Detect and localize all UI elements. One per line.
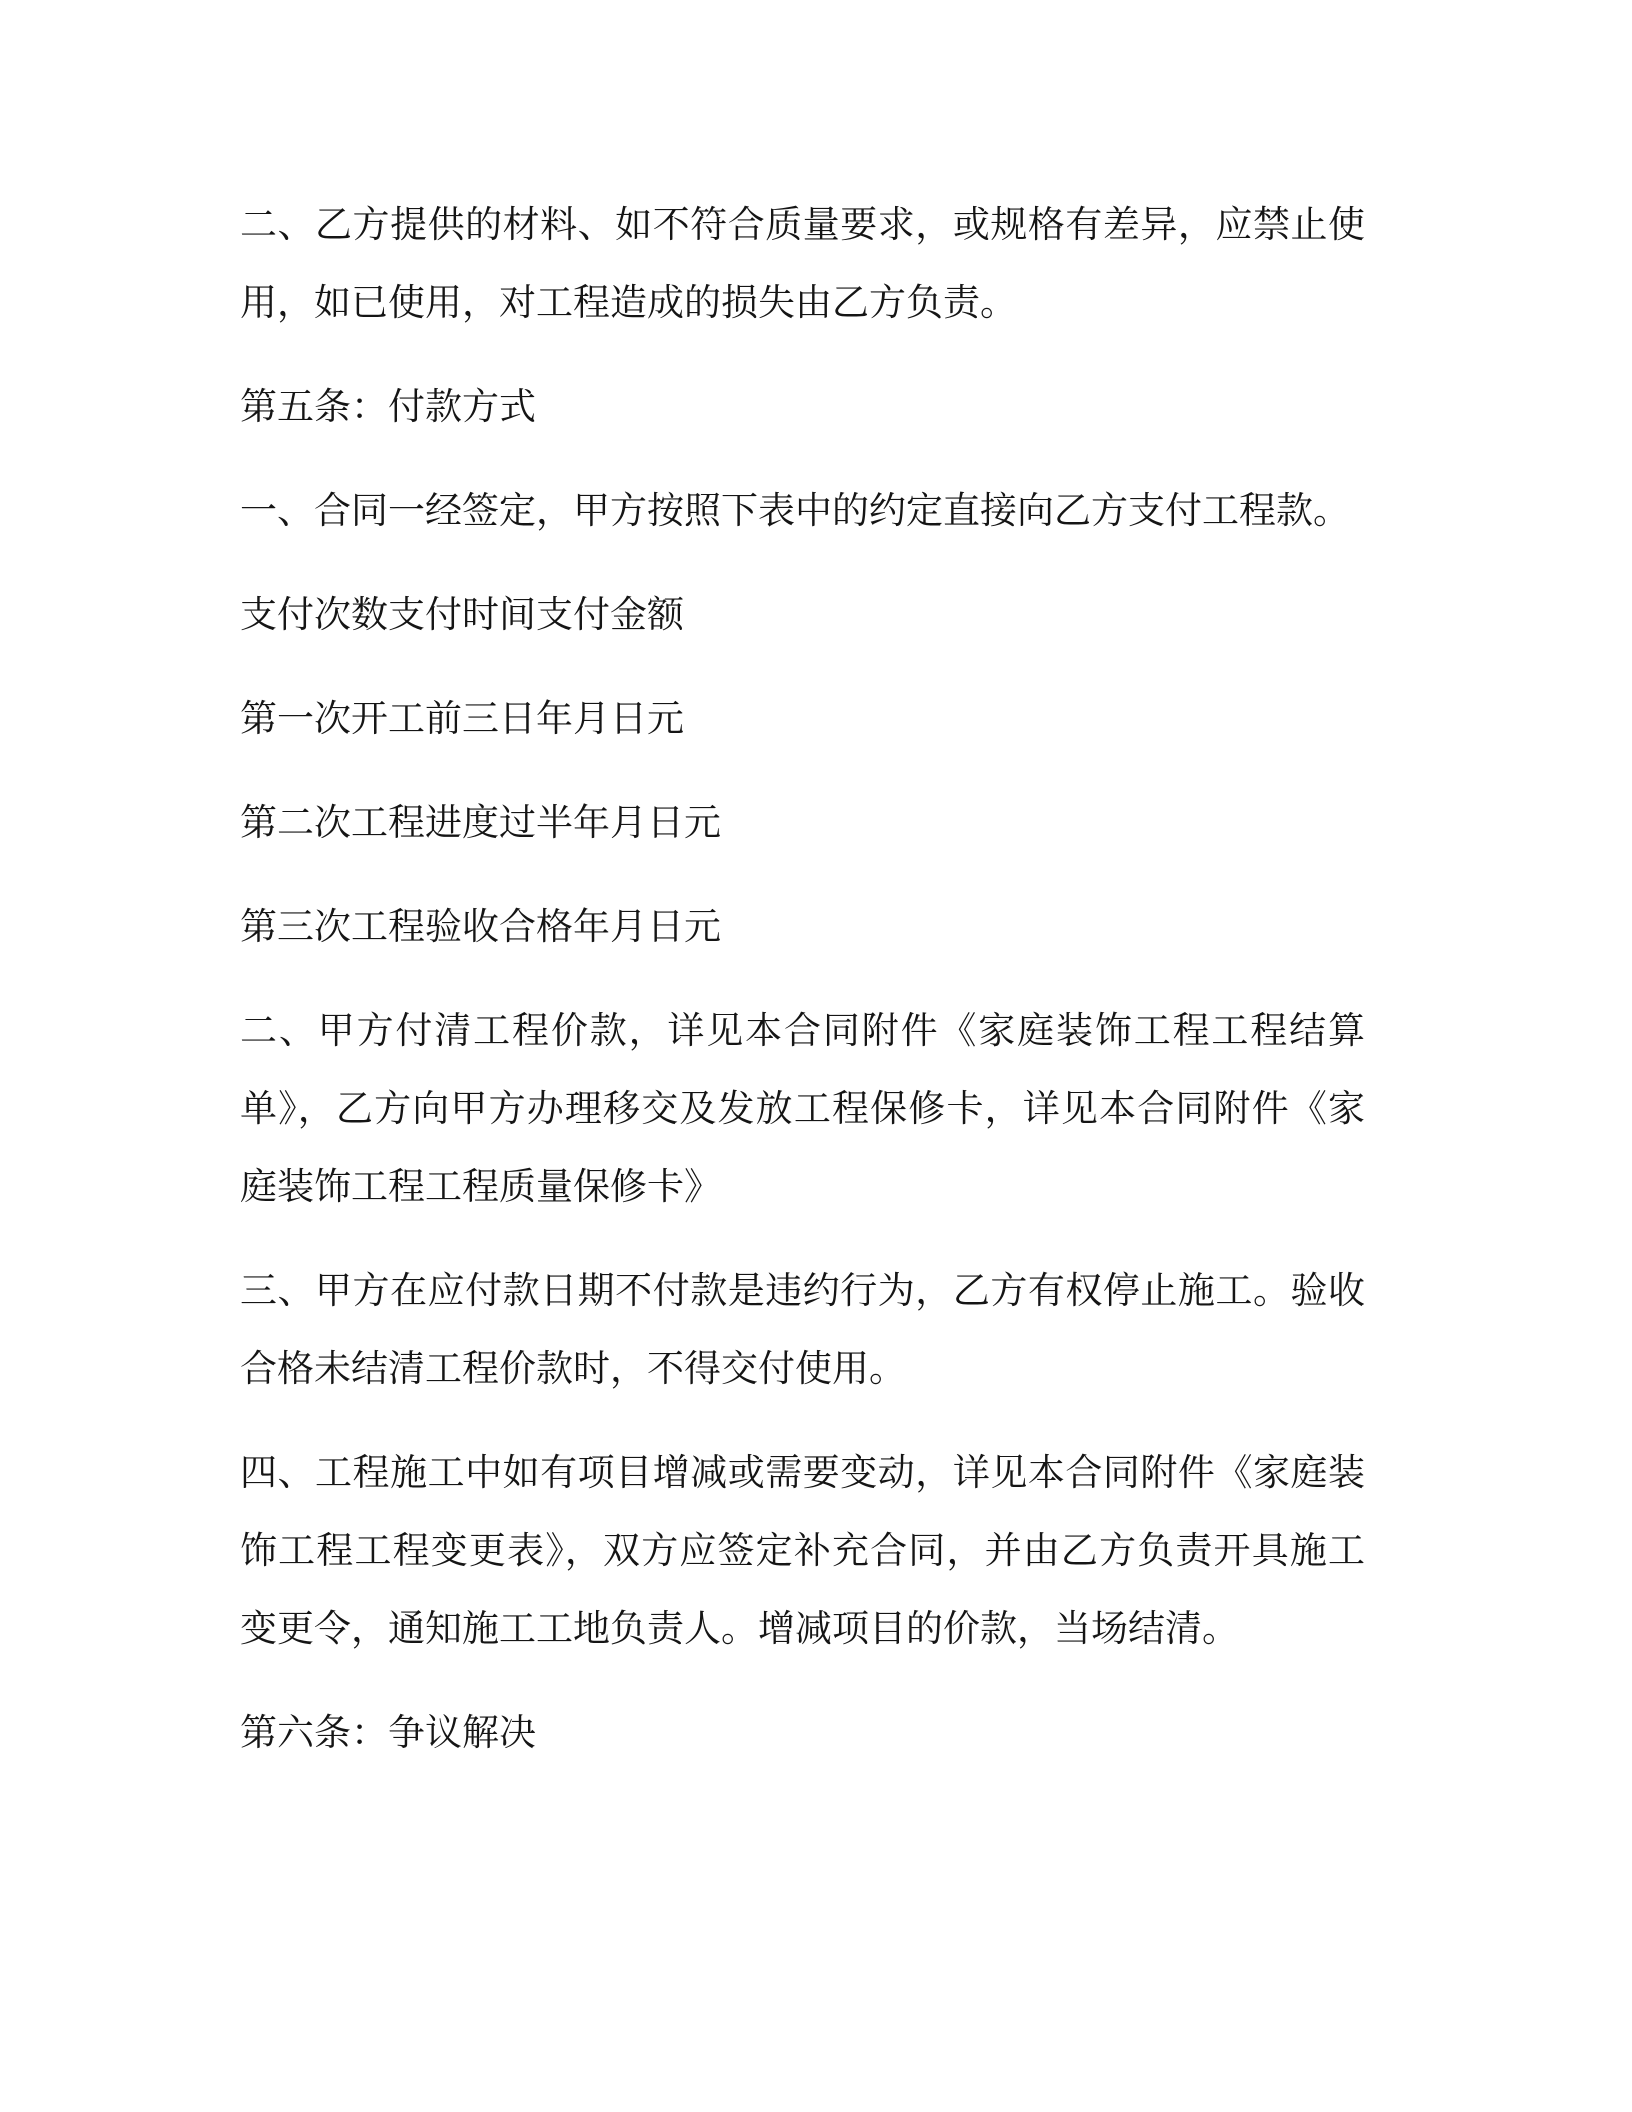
section-heading: 第五条：付款方式 xyxy=(240,385,536,428)
section-heading: 第六条：争议解决 xyxy=(240,1711,536,1754)
document-body xyxy=(240,186,1365,1798)
clause-paragraph: 四、工程施工中如有项目增减或需要变动，详见本合同附件《家庭装饰工程工程变更表》，双方应签定补充合同，并由乙方负责开具施工变更令，通知施工工地负责人。增减项目的价款，当场结清。 xyxy=(240,1451,1365,1650)
payment-row: 第一次开工前三日年月日元 xyxy=(240,697,684,740)
clause-paragraph: 三、甲方在应付款日期不付款是违约行为，乙方有权停止施工。验收合格未结清工程价款时，不得交付使用。 xyxy=(240,1269,1365,1390)
clause-paragraph: 二、甲方付清工程价款，详见本合同附件《家庭装饰工程工程结算单》，乙方向甲方办理移交及发放工程保修卡，详见本合同附件《家庭装饰工程工程质量保修卡》 xyxy=(240,1009,1365,1208)
payment-table-header: 支付次数支付时间支付金额 xyxy=(240,593,684,636)
payment-row: 第三次工程验收合格年月日元 xyxy=(240,905,721,948)
clause-paragraph: 二、乙方提供的材料、如不符合质量要求，或规格有差异，应禁止使用，如已使用，对工程造成的损失由乙方负责。 xyxy=(240,203,1365,324)
payment-row: 第二次工程进度过半年月日元 xyxy=(240,801,721,844)
clause-paragraph: 一、合同一经签定，甲方按照下表中的约定直接向乙方支付工程款。 xyxy=(240,489,1350,532)
